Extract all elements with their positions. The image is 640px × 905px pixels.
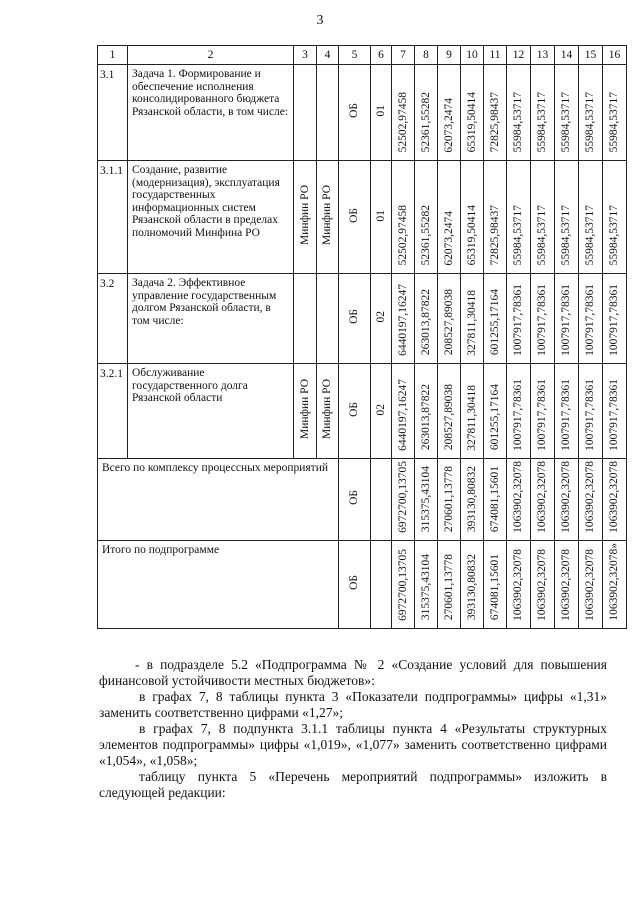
coexecutor-cell <box>317 274 339 364</box>
subprogram-activities-table <box>97 45 627 629</box>
paragraph: - в подразделе 5.2 «Подпрограмма № 2 «Создание условий для повышения финансовой устойчивости местных бюджетов»: <box>99 657 607 688</box>
coexecutor-cell: Минфин РО <box>317 364 339 459</box>
amount-cell: 55984,53717 <box>579 65 603 161</box>
amount-cell: 1063902,32078 <box>555 459 579 541</box>
amount-cell: 1063902,32078 <box>579 541 603 629</box>
amount-cell: 55984,53717 <box>603 65 627 161</box>
funding-source-cell: ОБ <box>339 364 371 459</box>
amount-cell: 1007917,78361 <box>507 364 531 459</box>
amount-cell: 55984,53717 <box>507 161 531 274</box>
amount-cell: 72825,98437 <box>484 161 507 274</box>
amount-cell: 72825,98437 <box>484 65 507 161</box>
executor-cell: Минфин РО <box>294 161 317 274</box>
amount-cell: 1063902,32078 <box>555 541 579 629</box>
amount-cell: 1007917,78361 <box>555 274 579 364</box>
amount-cell: 263013,87822 <box>415 274 438 364</box>
column-number: 1 <box>98 46 128 65</box>
table-row <box>98 364 627 459</box>
amount-cell: 208527,89038 <box>438 274 461 364</box>
total-label: Итого по подпрограмме <box>98 541 339 629</box>
total-label: Всего по комплексу процессных мероприятий <box>98 459 339 541</box>
amount-cell: 55984,53717 <box>579 161 603 274</box>
amount-cell: 1007917,78361 <box>555 364 579 459</box>
amount-cell: 6972700,13705 <box>392 459 415 541</box>
amount-cell: 65319,50414 <box>461 65 484 161</box>
column-number: 9 <box>438 46 461 65</box>
column-number: 8 <box>415 46 438 65</box>
paragraph: в графах 7, 8 таблицы пункта 3 «Показатели подпрограммы» цифры «1,31» заменить соответственно цифрами «1,27»; <box>99 689 607 720</box>
row-number: 3.1 <box>98 65 128 161</box>
amount-cell: 55984,53717 <box>531 65 555 161</box>
amount-cell: 601255,17164 <box>484 364 507 459</box>
body-text <box>99 657 607 801</box>
amount-cell: 1063902,32078» <box>603 541 627 629</box>
amount-cell: 1007917,78361 <box>603 364 627 459</box>
amount-cell: 52502,97458 <box>392 161 415 274</box>
table-row <box>98 65 627 161</box>
amount-cell: 1007917,78361 <box>579 274 603 364</box>
row-number: 3.1.1 <box>98 161 128 274</box>
amount-cell: 1063902,32078 <box>507 541 531 629</box>
amount-cell: 55984,53717 <box>603 161 627 274</box>
executor-cell: Минфин РО <box>294 364 317 459</box>
amount-cell: 674081,15601 <box>484 541 507 629</box>
amount-cell: 6440197,16247 <box>392 274 415 364</box>
column-number: 3 <box>294 46 317 65</box>
column-number: 6 <box>371 46 392 65</box>
total-complex-row <box>98 459 627 541</box>
coexecutor-cell: Минфин РО <box>317 161 339 274</box>
funding-source-cell: ОБ <box>339 161 371 274</box>
code-cell: 02 <box>371 364 392 459</box>
amount-cell: 315375,43104 <box>415 541 438 629</box>
amount-cell: 1007917,78361 <box>531 274 555 364</box>
row-number: 3.2 <box>98 274 128 364</box>
table-row <box>98 274 627 364</box>
empty-cell <box>371 541 392 629</box>
amount-cell: 6440197,16247 <box>392 364 415 459</box>
amount-cell: 1063902,32078 <box>507 459 531 541</box>
amount-cell: 62073,2474 <box>438 161 461 274</box>
amount-cell: 52361,55282 <box>415 161 438 274</box>
amount-cell: 55984,53717 <box>507 65 531 161</box>
amount-cell: 52361,55282 <box>415 65 438 161</box>
paragraph: в графах 7, 8 подпункта 3.1.1 таблицы пункта 4 «Результаты структурных элементов подпрограммы» цифры «1,019», «1,077» заменить соответственно цифрами «1,054», «1,058»; <box>99 721 607 768</box>
amount-cell: 55984,53717 <box>555 161 579 274</box>
page-number: 3 <box>316 13 324 28</box>
funding-source-cell: ОБ <box>339 65 371 161</box>
amount-cell: 65319,50414 <box>461 161 484 274</box>
column-number: 10 <box>461 46 484 65</box>
amount-cell: 52502,97458 <box>392 65 415 161</box>
row-name: Обслуживание государственного долга Рязанской области <box>128 364 294 459</box>
column-number: 7 <box>392 46 415 65</box>
code-cell: 01 <box>371 161 392 274</box>
coexecutor-cell <box>317 65 339 161</box>
amount-cell: 393130,80832 <box>461 541 484 629</box>
header-row <box>98 46 627 65</box>
amount-cell: 62073,2474 <box>438 65 461 161</box>
amount-cell: 6972700,13705 <box>392 541 415 629</box>
column-number: 16 <box>603 46 627 65</box>
total-subprogram-row <box>98 541 627 629</box>
amount-cell: 315375,43104 <box>415 459 438 541</box>
amount-cell: 270601,13778 <box>438 541 461 629</box>
amount-cell: 263013,87822 <box>415 364 438 459</box>
amount-cell: 270601,13778 <box>438 459 461 541</box>
amount-cell: 1007917,78361 <box>603 274 627 364</box>
amount-cell: 327811,30418 <box>461 364 484 459</box>
empty-cell <box>371 459 392 541</box>
row-name: Создание, развитие (модернизация), эксплуатация государственных информационных систем Рязанской области в пределах полномочий Минфина РО <box>128 161 294 274</box>
row-name: Задача 2. Эффективное управление государственным долгом Рязанской области, в том числе: <box>128 274 294 364</box>
amount-cell: 55984,53717 <box>531 161 555 274</box>
amount-cell: 601255,17164 <box>484 274 507 364</box>
funding-source-cell: ОБ <box>339 541 371 629</box>
column-number: 4 <box>317 46 339 65</box>
column-number: 2 <box>128 46 294 65</box>
amount-cell: 55984,53717 <box>555 65 579 161</box>
executor-cell <box>294 65 317 161</box>
code-cell: 01 <box>371 65 392 161</box>
column-number: 15 <box>579 46 603 65</box>
amount-cell: 1007917,78361 <box>507 274 531 364</box>
row-number: 3.2.1 <box>98 364 128 459</box>
amount-cell: 1063902,32078 <box>531 541 555 629</box>
amount-cell: 327811,30418 <box>461 274 484 364</box>
column-number: 12 <box>507 46 531 65</box>
row-name: Задача 1. Формирование и обеспечение исполнения консолидированного бюджета Рязанской области, в том числе: <box>128 65 294 161</box>
column-number: 14 <box>555 46 579 65</box>
amount-cell: 208527,89038 <box>438 364 461 459</box>
amount-cell: 393130,80832 <box>461 459 484 541</box>
column-number: 11 <box>484 46 507 65</box>
table-row <box>98 161 627 274</box>
amount-cell: 1063902,32078 <box>579 459 603 541</box>
amount-cell: 1063902,32078 <box>603 459 627 541</box>
amount-cell: 1007917,78361 <box>531 364 555 459</box>
code-cell: 02 <box>371 274 392 364</box>
amount-cell: 1007917,78361 <box>579 364 603 459</box>
amount-cell: 1063902,32078 <box>531 459 555 541</box>
executor-cell <box>294 274 317 364</box>
column-number: 5 <box>339 46 371 65</box>
funding-source-cell: ОБ <box>339 459 371 541</box>
paragraph: таблицу пункта 5 «Перечень мероприятий подпрограммы» изложить в следующей редакции: <box>99 769 607 800</box>
funding-source-cell: ОБ <box>339 274 371 364</box>
amount-cell: 674081,15601 <box>484 459 507 541</box>
column-number: 13 <box>531 46 555 65</box>
